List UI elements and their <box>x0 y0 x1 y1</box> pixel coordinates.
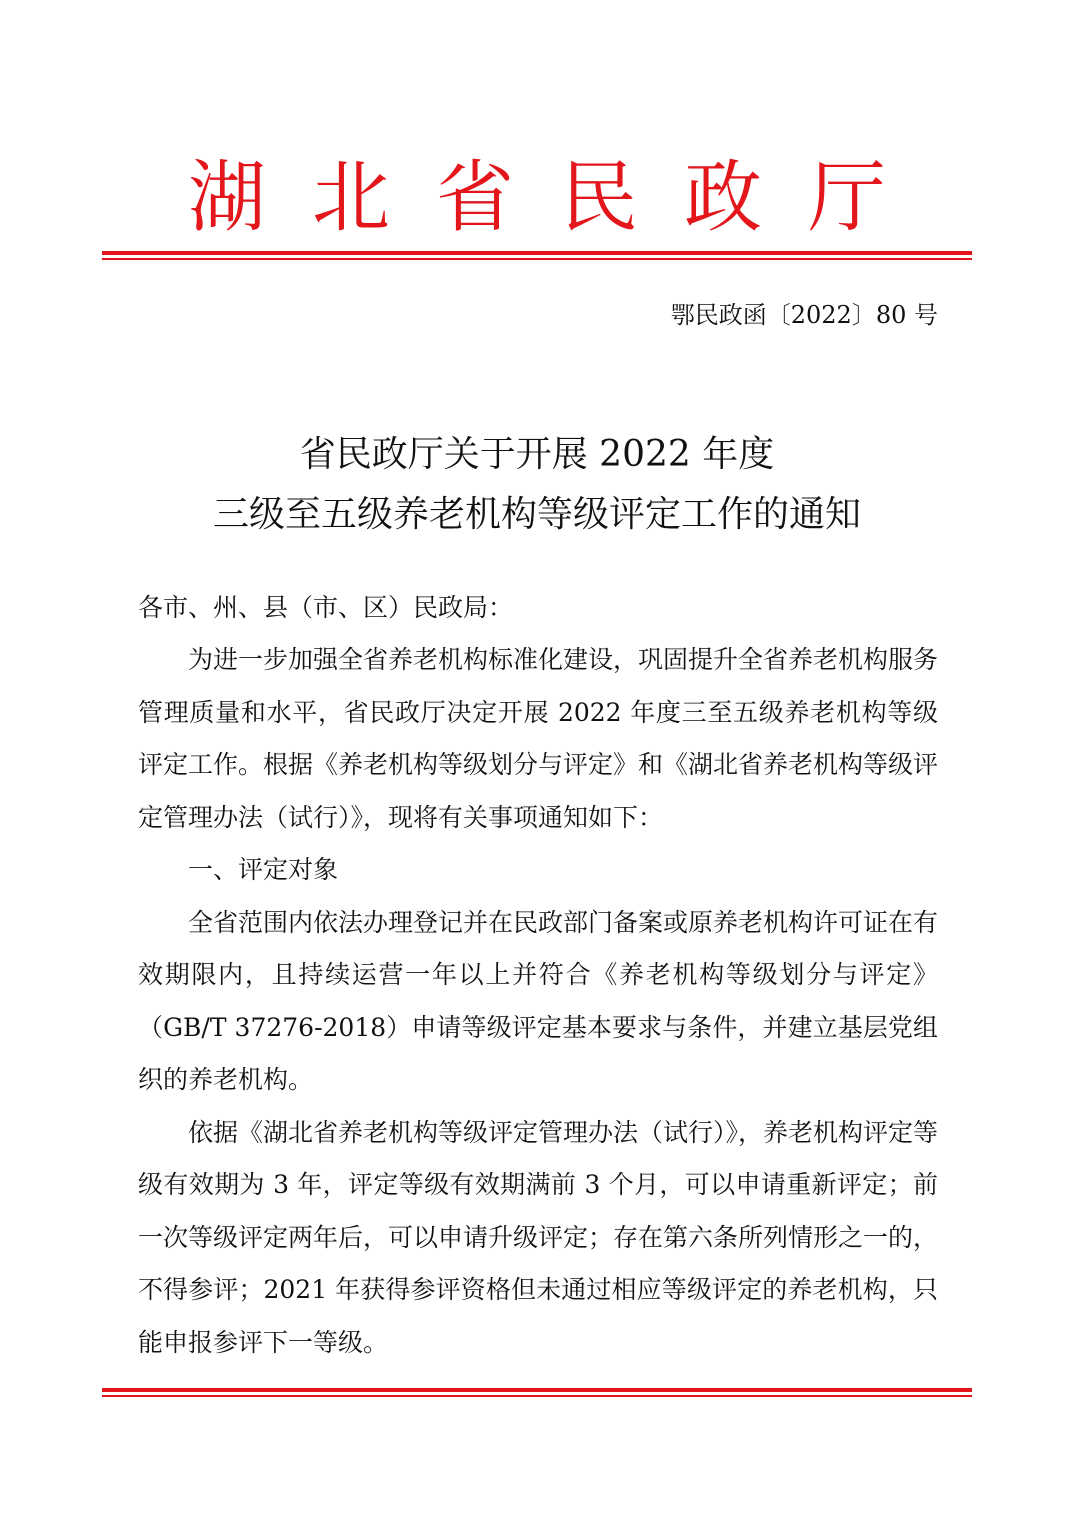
red-footer-rule <box>102 1388 972 1397</box>
salutation: 各市、州、县（市、区）民政局： <box>138 593 514 622</box>
red-rule-thin <box>102 1395 972 1397</box>
document-title-line-2: 三级至五级养老机构等级评定工作的通知 <box>212 494 861 535</box>
validity-paragraph: 依据《湖北省养老机构等级评定管理办法（试行）》，养老机构评定等级有效期为 3 年，评定等级有效期满前 3 个月，可以申请重新评定；前一次等级评定两年后，可以申请升级评定；存在第六条所列情形之一的，不得参评；2021 年获得参评资格但未通过相应等级评定的养老机构，只能申报参评下一等级。 <box>138 1117 939 1357</box>
red-header-rule <box>102 251 972 260</box>
red-rule-thin <box>102 258 972 260</box>
document-body <box>138 634 938 1369</box>
issuing-organization-header: 湖北省民政厅 <box>187 153 932 243</box>
section-heading-evaluation-targets: 一、评定对象 <box>188 855 339 884</box>
intro-paragraph: 为进一步加强全省养老机构标准化建设，巩固提升全省养老机构服务管理质量和水平，省民政厅决定开展 2022 年度三至五级养老机构等级评定工作。根据《养老机构等级划分与评定》和《湖北省养老机构等级评定管理办法（试行）》，现将有关事项通知如下： <box>138 645 939 832</box>
eligibility-paragraph: 全省范围内依法办理登记并在民政部门备案或原养老机构许可证在有效期限内，且持续运营一年以上并符合《养老机构等级划分与评定》（GB/T 37276-2018）申请等级评定基本要求与条件，并建立基层党组织的养老机构。 <box>138 907 939 1094</box>
document-title-line-1: 省民政厅关于开展 2022 年度 <box>299 434 775 475</box>
document-number: 鄂民政函〔2022〕80 号 <box>670 301 938 329</box>
